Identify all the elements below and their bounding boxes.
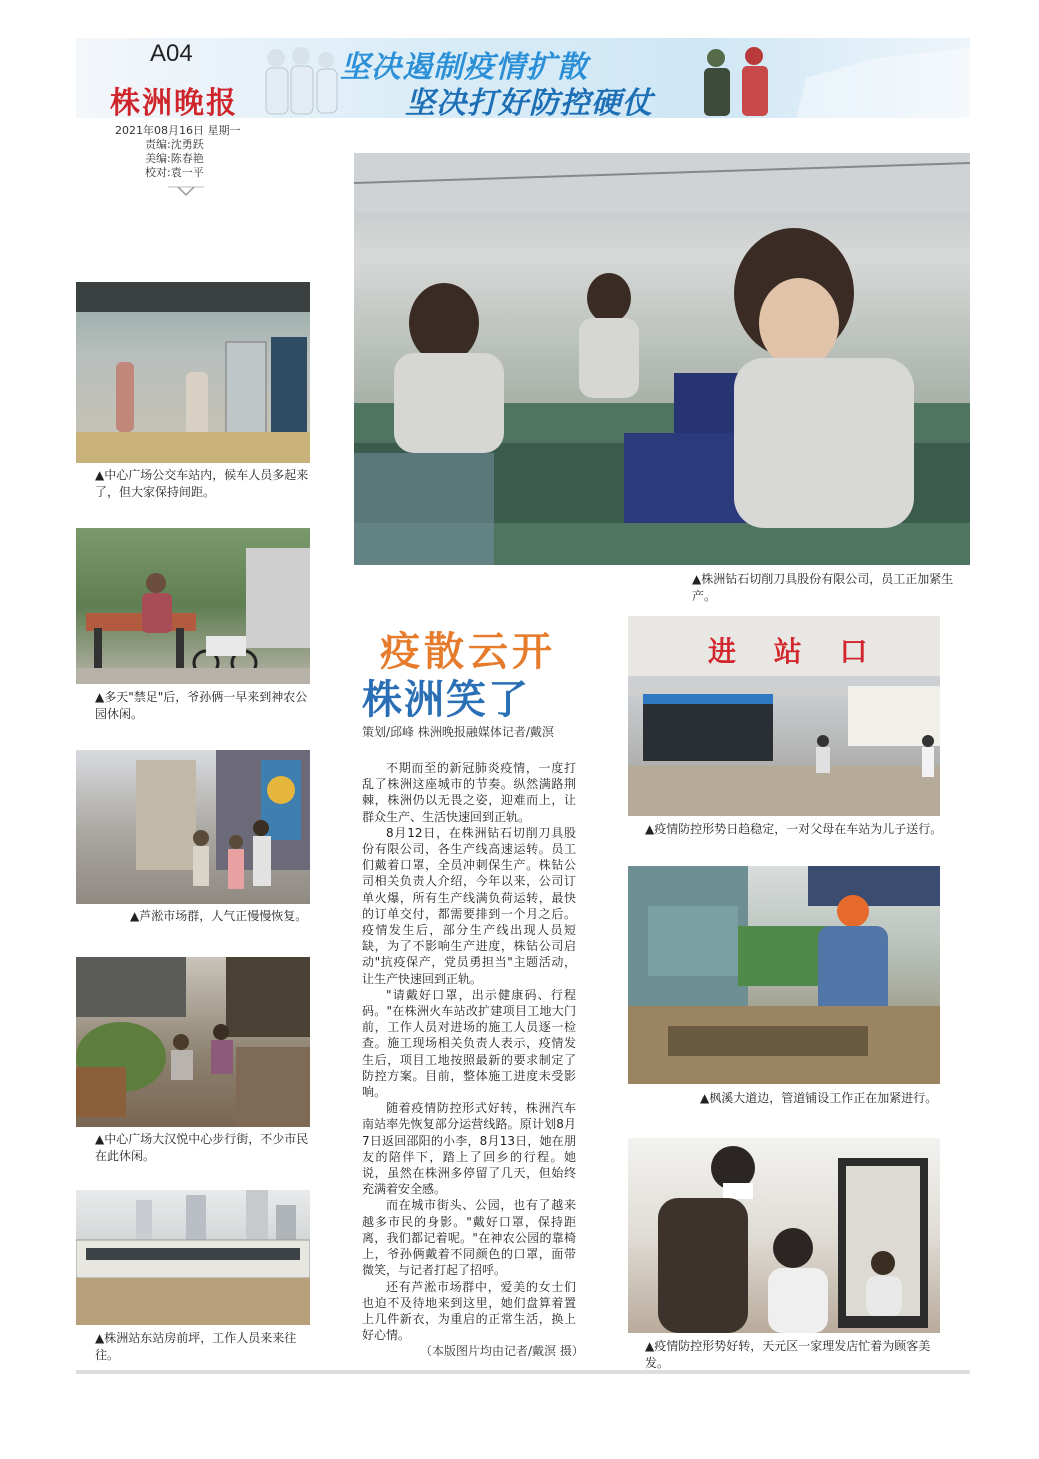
newspaper-logo: 株洲晚报 [110, 86, 238, 121]
photo-market [76, 750, 310, 904]
article-paragraph: 不期而至的新冠肺炎疫情，一度打乱了株洲这座城市的节奏。纵然满路荆棘，株洲仍以无畏之姿，迎难而上，让群众生产、生活快速回到正轨。 [362, 761, 576, 824]
editor: 责编:沈勇跃 [145, 138, 204, 151]
station-sign-text: 进 站 口 [708, 635, 882, 668]
caption-station-entry: ▲疫情防控形势日趋稳定，一对父母在车站为儿子送行。 [645, 822, 943, 836]
caption-pedestrian-street: ▲中心广场大汉悦中心步行街，不少市民在此休闲。 [95, 1132, 309, 1163]
proofreader: 校对:袁一平 [145, 166, 204, 179]
article-title-line-2: 株洲笑了 [362, 677, 530, 723]
article-body [362, 760, 576, 1343]
chevron-down-icon [168, 185, 204, 197]
photo-park [76, 528, 310, 684]
photo-bus-station [76, 282, 310, 463]
caption-market: ▲芦淞市场群，人气正慢慢恢复。 [130, 909, 308, 923]
caption-bus-station: ▲中心广场公交车站内，候车人员多起来了，但大家保持间距。 [95, 468, 309, 499]
page-bottom-rule [76, 1370, 970, 1374]
slogan-line-2: 坚决打好防控硬仗 [405, 86, 653, 121]
page-number: A04 [150, 40, 193, 67]
article-byline: 策划/邱峰 株洲晚报融媒体记者/戴溟 [362, 725, 554, 739]
article-paragraph: 而在城市街头、公园，也有了越来越多市民的身影。"戴好口罩，保持距离，我们都记着呢。"在神农公园的靠椅上，爷孙俩戴着不同颜色的口罩，面带微笑，与记者打起了招呼。 [362, 1198, 576, 1278]
photo-station-entry [628, 616, 940, 816]
caption-barber: ▲疫情防控形势好转，天元区一家理发店忙着为顾客美发。 [645, 1339, 931, 1370]
article-paragraph: "请戴好口罩，出示健康码、行程码。"在株洲火车站改扩建项目工地大门前，工作人员对进场的施工人员逐一检查。施工现场相关负责人表示，疫情发生后，项目工地按照最新的要求制定了防控方案。目前，整体施工进度未受影响。 [362, 987, 576, 1100]
caption-east-station: ▲株洲站东站房前坪，工作人员来来往往。 [95, 1331, 297, 1362]
photo-factory [354, 153, 970, 565]
issue-date: 2021年08月16日 星期一 [115, 124, 241, 137]
photo-east-station [76, 1190, 310, 1325]
edition-meta [115, 124, 241, 180]
photo-pedestrian-street [76, 957, 310, 1127]
article-paragraph: 随着疫情防控形式好转，株洲汽车南站率先恢复部分运营线路。原计划8月7日返回邵阳的小李，8月13日，她在朋友的陪伴下，踏上了回乡的行程。她说，虽然在株洲多停留了几天，但始终充满着安全感。 [362, 1101, 576, 1197]
caption-park: ▲多天"禁足"后，爷孙俩一早来到神农公园休闲。 [95, 690, 308, 721]
caption-factory: ▲株洲钻石切削刀具股份有限公司，员工正加紧生产。 [692, 572, 954, 603]
article-paragraph: 还有芦淞市场群中，爱美的女士们也迫不及待地来到这里，她们盘算着置上几件新衣，为重启的正常生活，换上好心情。 [362, 1279, 576, 1343]
photo-barber [628, 1138, 940, 1333]
article-title-line-1: 疫散云开 [380, 629, 556, 675]
slogan-line-1: 坚决遏制疫情扩散 [340, 50, 588, 85]
designer: 美编:陈春艳 [145, 152, 204, 165]
article-paragraph: 8月12日，在株洲钻石切削刀具股份有限公司，各生产线高速运转。员工们戴着口罩，全员冲刺保生产。株钻公司相关负责人介绍，今年以来，公司订单火爆，所有生产线满负荷运转，最快的订单交付，都需要排到一个月之后。疫情发生后，部分生产线出现人员短缺，为了不影响生产进度，株钻公司启动"抗疫保产，党员勇担当"主题活动，让生产快速回到正轨。 [362, 825, 576, 986]
caption-pipeline: ▲枫溪大道边，管道铺设工作正在加紧进行。 [700, 1091, 938, 1105]
photo-pipeline [628, 866, 940, 1084]
photo-credit: （本版图片均由记者/戴溟 摄） [420, 1344, 584, 1358]
